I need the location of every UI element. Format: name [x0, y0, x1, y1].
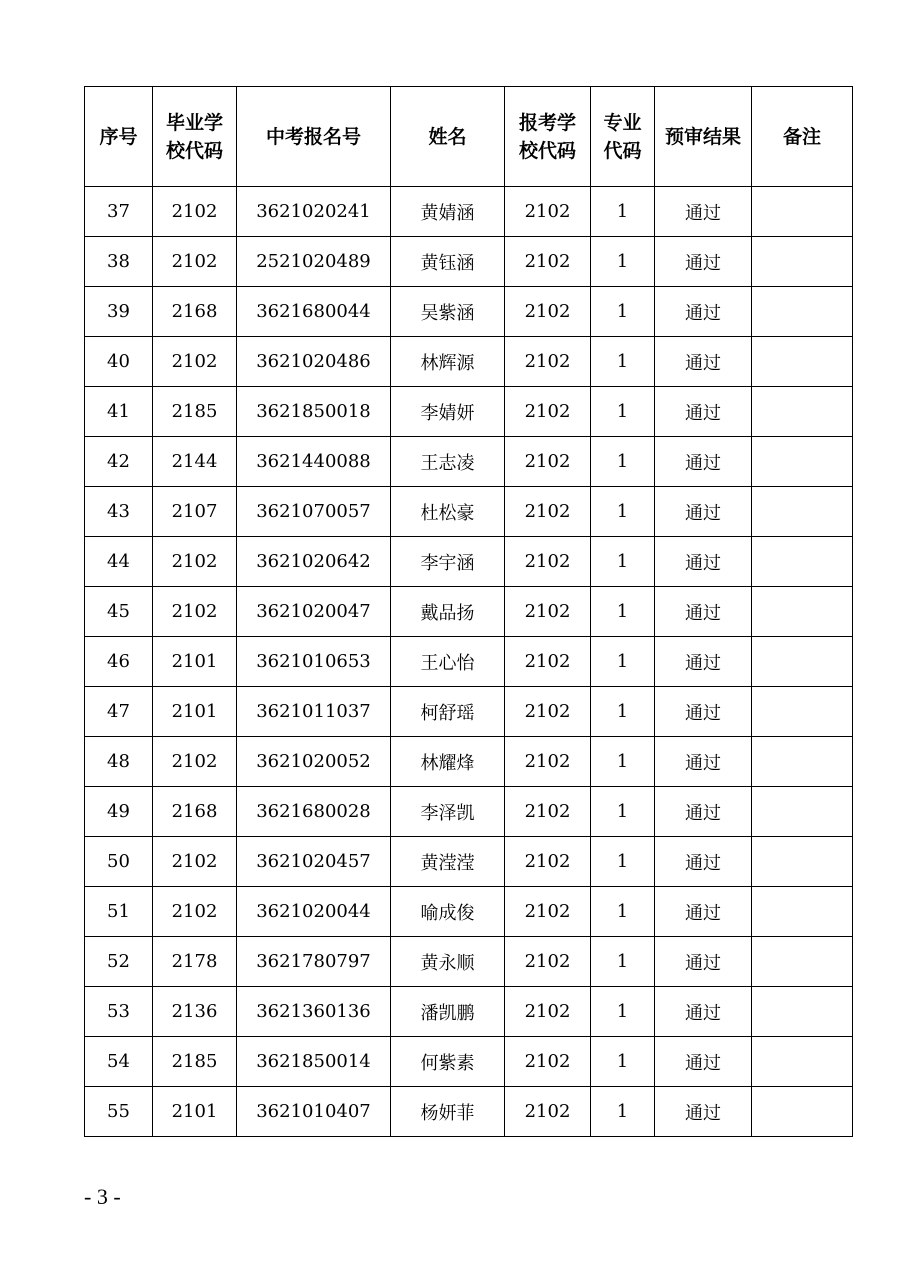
cell-exam-registration-number: 3621360136	[237, 987, 391, 1037]
cell-exam-registration-number: 3621020044	[237, 887, 391, 937]
cell-name: 李婧妍	[391, 387, 505, 437]
cell-name: 杜松豪	[391, 487, 505, 537]
cell-pre-review-result: 通过	[655, 487, 752, 537]
cell-graduate-school-code: 2102	[153, 337, 237, 387]
cell-applied-school-code: 2102	[505, 1087, 591, 1137]
cell-remarks	[752, 187, 853, 237]
cell-name: 王志凌	[391, 437, 505, 487]
cell-major-code: 1	[591, 187, 655, 237]
cell-major-code: 1	[591, 987, 655, 1037]
cell-major-code: 1	[591, 287, 655, 337]
table-row	[85, 887, 853, 937]
cell-name: 黄婧涵	[391, 187, 505, 237]
cell-exam-registration-number: 3621010653	[237, 637, 391, 687]
cell-graduate-school-code: 2178	[153, 937, 237, 987]
cell-remarks	[752, 987, 853, 1037]
cell-major-code: 1	[591, 437, 655, 487]
cell-applied-school-code: 2102	[505, 337, 591, 387]
cell-name: 柯舒瑶	[391, 687, 505, 737]
table-row	[85, 337, 853, 387]
cell-pre-review-result: 通过	[655, 637, 752, 687]
cell-pre-review-result: 通过	[655, 1037, 752, 1087]
cell-remarks	[752, 437, 853, 487]
header-cell-remarks: 备注	[752, 87, 853, 187]
cell-pre-review-result: 通过	[655, 437, 752, 487]
cell-exam-registration-number: 3621020486	[237, 337, 391, 387]
cell-exam-registration-number: 3621020241	[237, 187, 391, 237]
cell-major-code: 1	[591, 937, 655, 987]
table-row	[85, 787, 853, 837]
cell-pre-review-result: 通过	[655, 237, 752, 287]
cell-major-code: 1	[591, 687, 655, 737]
cell-index: 41	[85, 387, 153, 437]
cell-name: 林耀烽	[391, 737, 505, 787]
header-row	[85, 87, 853, 187]
cell-major-code: 1	[591, 1037, 655, 1087]
cell-index: 40	[85, 337, 153, 387]
cell-graduate-school-code: 2107	[153, 487, 237, 537]
cell-exam-registration-number: 3621020047	[237, 587, 391, 637]
page-number: - 3 -	[84, 1184, 121, 1209]
cell-major-code: 1	[591, 637, 655, 687]
cell-exam-registration-number: 3621020457	[237, 837, 391, 887]
table-row	[85, 987, 853, 1037]
cell-major-code: 1	[591, 787, 655, 837]
cell-exam-registration-number: 3621070057	[237, 487, 391, 537]
cell-index: 45	[85, 587, 153, 637]
cell-graduate-school-code: 2102	[153, 737, 237, 787]
table-row	[85, 737, 853, 787]
cell-index: 50	[85, 837, 153, 887]
cell-applied-school-code: 2102	[505, 487, 591, 537]
cell-graduate-school-code: 2136	[153, 987, 237, 1037]
cell-remarks	[752, 287, 853, 337]
cell-applied-school-code: 2102	[505, 687, 591, 737]
cell-remarks	[752, 587, 853, 637]
table-row	[85, 537, 853, 587]
cell-remarks	[752, 237, 853, 287]
cell-remarks	[752, 487, 853, 537]
cell-applied-school-code: 2102	[505, 287, 591, 337]
cell-index: 47	[85, 687, 153, 737]
cell-remarks	[752, 1037, 853, 1087]
cell-index: 49	[85, 787, 153, 837]
cell-exam-registration-number: 3621020052	[237, 737, 391, 787]
cell-graduate-school-code: 2102	[153, 237, 237, 287]
cell-applied-school-code: 2102	[505, 187, 591, 237]
cell-name: 黄滢滢	[391, 837, 505, 887]
cell-exam-registration-number: 3621020642	[237, 537, 391, 587]
cell-pre-review-result: 通过	[655, 387, 752, 437]
cell-remarks	[752, 887, 853, 937]
cell-index: 42	[85, 437, 153, 487]
cell-major-code: 1	[591, 487, 655, 537]
cell-remarks	[752, 1087, 853, 1137]
cell-graduate-school-code: 2185	[153, 1037, 237, 1087]
cell-name: 潘凯鹏	[391, 987, 505, 1037]
table-row	[85, 487, 853, 537]
cell-index: 38	[85, 237, 153, 287]
cell-remarks	[752, 537, 853, 587]
header-cell-index: 序号	[85, 87, 153, 187]
cell-pre-review-result: 通过	[655, 787, 752, 837]
table-row	[85, 187, 853, 237]
table-row	[85, 437, 853, 487]
cell-applied-school-code: 2102	[505, 587, 591, 637]
cell-exam-registration-number: 3621850014	[237, 1037, 391, 1087]
cell-graduate-school-code: 2144	[153, 437, 237, 487]
cell-major-code: 1	[591, 337, 655, 387]
table-row	[85, 587, 853, 637]
cell-name: 李泽凯	[391, 787, 505, 837]
header-cell-applied-school-code: 报考学 校代码	[505, 87, 591, 187]
cell-name: 黄钰涵	[391, 237, 505, 287]
table-row	[85, 837, 853, 887]
cell-applied-school-code: 2102	[505, 787, 591, 837]
table-row	[85, 687, 853, 737]
cell-remarks	[752, 637, 853, 687]
cell-name: 吴紫涵	[391, 287, 505, 337]
cell-major-code: 1	[591, 587, 655, 637]
cell-remarks	[752, 687, 853, 737]
cell-pre-review-result: 通过	[655, 337, 752, 387]
cell-applied-school-code: 2102	[505, 437, 591, 487]
cell-applied-school-code: 2102	[505, 937, 591, 987]
cell-remarks	[752, 737, 853, 787]
cell-index: 54	[85, 1037, 153, 1087]
cell-major-code: 1	[591, 237, 655, 287]
cell-pre-review-result: 通过	[655, 537, 752, 587]
cell-major-code: 1	[591, 537, 655, 587]
table-row	[85, 287, 853, 337]
table-row	[85, 937, 853, 987]
cell-remarks	[752, 837, 853, 887]
table-header	[85, 87, 853, 187]
cell-remarks	[752, 787, 853, 837]
cell-major-code: 1	[591, 737, 655, 787]
cell-remarks	[752, 387, 853, 437]
cell-pre-review-result: 通过	[655, 937, 752, 987]
cell-exam-registration-number: 3621680044	[237, 287, 391, 337]
cell-applied-school-code: 2102	[505, 887, 591, 937]
cell-pre-review-result: 通过	[655, 987, 752, 1037]
cell-exam-registration-number: 3621680028	[237, 787, 391, 837]
cell-major-code: 1	[591, 887, 655, 937]
table-row	[85, 1037, 853, 1087]
cell-pre-review-result: 通过	[655, 737, 752, 787]
table-row	[85, 387, 853, 437]
table-body	[85, 187, 853, 1137]
cell-name: 戴品扬	[391, 587, 505, 637]
cell-index: 43	[85, 487, 153, 537]
cell-exam-registration-number: 3621780797	[237, 937, 391, 987]
cell-graduate-school-code: 2101	[153, 637, 237, 687]
cell-name: 何紫素	[391, 1037, 505, 1087]
cell-index: 46	[85, 637, 153, 687]
cell-applied-school-code: 2102	[505, 387, 591, 437]
cell-remarks	[752, 337, 853, 387]
cell-pre-review-result: 通过	[655, 587, 752, 637]
cell-graduate-school-code: 2102	[153, 887, 237, 937]
cell-graduate-school-code: 2185	[153, 387, 237, 437]
cell-index: 55	[85, 1087, 153, 1137]
cell-applied-school-code: 2102	[505, 537, 591, 587]
results-table	[84, 86, 853, 1137]
cell-major-code: 1	[591, 837, 655, 887]
cell-index: 52	[85, 937, 153, 987]
cell-exam-registration-number: 2521020489	[237, 237, 391, 287]
cell-index: 39	[85, 287, 153, 337]
cell-exam-registration-number: 3621011037	[237, 687, 391, 737]
cell-graduate-school-code: 2102	[153, 537, 237, 587]
cell-exam-registration-number: 3621010407	[237, 1087, 391, 1137]
cell-applied-school-code: 2102	[505, 737, 591, 787]
cell-name: 林辉源	[391, 337, 505, 387]
cell-index: 48	[85, 737, 153, 787]
cell-index: 51	[85, 887, 153, 937]
cell-pre-review-result: 通过	[655, 687, 752, 737]
cell-applied-school-code: 2102	[505, 837, 591, 887]
cell-applied-school-code: 2102	[505, 1037, 591, 1087]
table-row	[85, 637, 853, 687]
cell-name: 李宇涵	[391, 537, 505, 587]
cell-pre-review-result: 通过	[655, 187, 752, 237]
cell-pre-review-result: 通过	[655, 1087, 752, 1137]
cell-pre-review-result: 通过	[655, 287, 752, 337]
cell-applied-school-code: 2102	[505, 237, 591, 287]
table-row	[85, 237, 853, 287]
cell-major-code: 1	[591, 1087, 655, 1137]
cell-applied-school-code: 2102	[505, 637, 591, 687]
header-cell-pre-review-result: 预审结果	[655, 87, 752, 187]
cell-graduate-school-code: 2102	[153, 187, 237, 237]
cell-name: 黄永顺	[391, 937, 505, 987]
header-cell-exam-registration-number: 中考报名号	[237, 87, 391, 187]
cell-graduate-school-code: 2168	[153, 287, 237, 337]
cell-pre-review-result: 通过	[655, 887, 752, 937]
cell-graduate-school-code: 2102	[153, 837, 237, 887]
cell-remarks	[752, 937, 853, 987]
header-cell-major-code: 专业 代码	[591, 87, 655, 187]
cell-index: 53	[85, 987, 153, 1037]
header-cell-name: 姓名	[391, 87, 505, 187]
cell-name: 喻成俊	[391, 887, 505, 937]
cell-index: 44	[85, 537, 153, 587]
cell-name: 杨妍菲	[391, 1087, 505, 1137]
cell-major-code: 1	[591, 387, 655, 437]
cell-name: 王心怡	[391, 637, 505, 687]
cell-graduate-school-code: 2168	[153, 787, 237, 837]
cell-exam-registration-number: 3621440088	[237, 437, 391, 487]
cell-exam-registration-number: 3621850018	[237, 387, 391, 437]
table-row	[85, 1087, 853, 1137]
cell-applied-school-code: 2102	[505, 987, 591, 1037]
cell-graduate-school-code: 2101	[153, 1087, 237, 1137]
header-cell-graduate-school-code: 毕业学 校代码	[153, 87, 237, 187]
cell-graduate-school-code: 2101	[153, 687, 237, 737]
cell-pre-review-result: 通过	[655, 837, 752, 887]
cell-graduate-school-code: 2102	[153, 587, 237, 637]
cell-index: 37	[85, 187, 153, 237]
